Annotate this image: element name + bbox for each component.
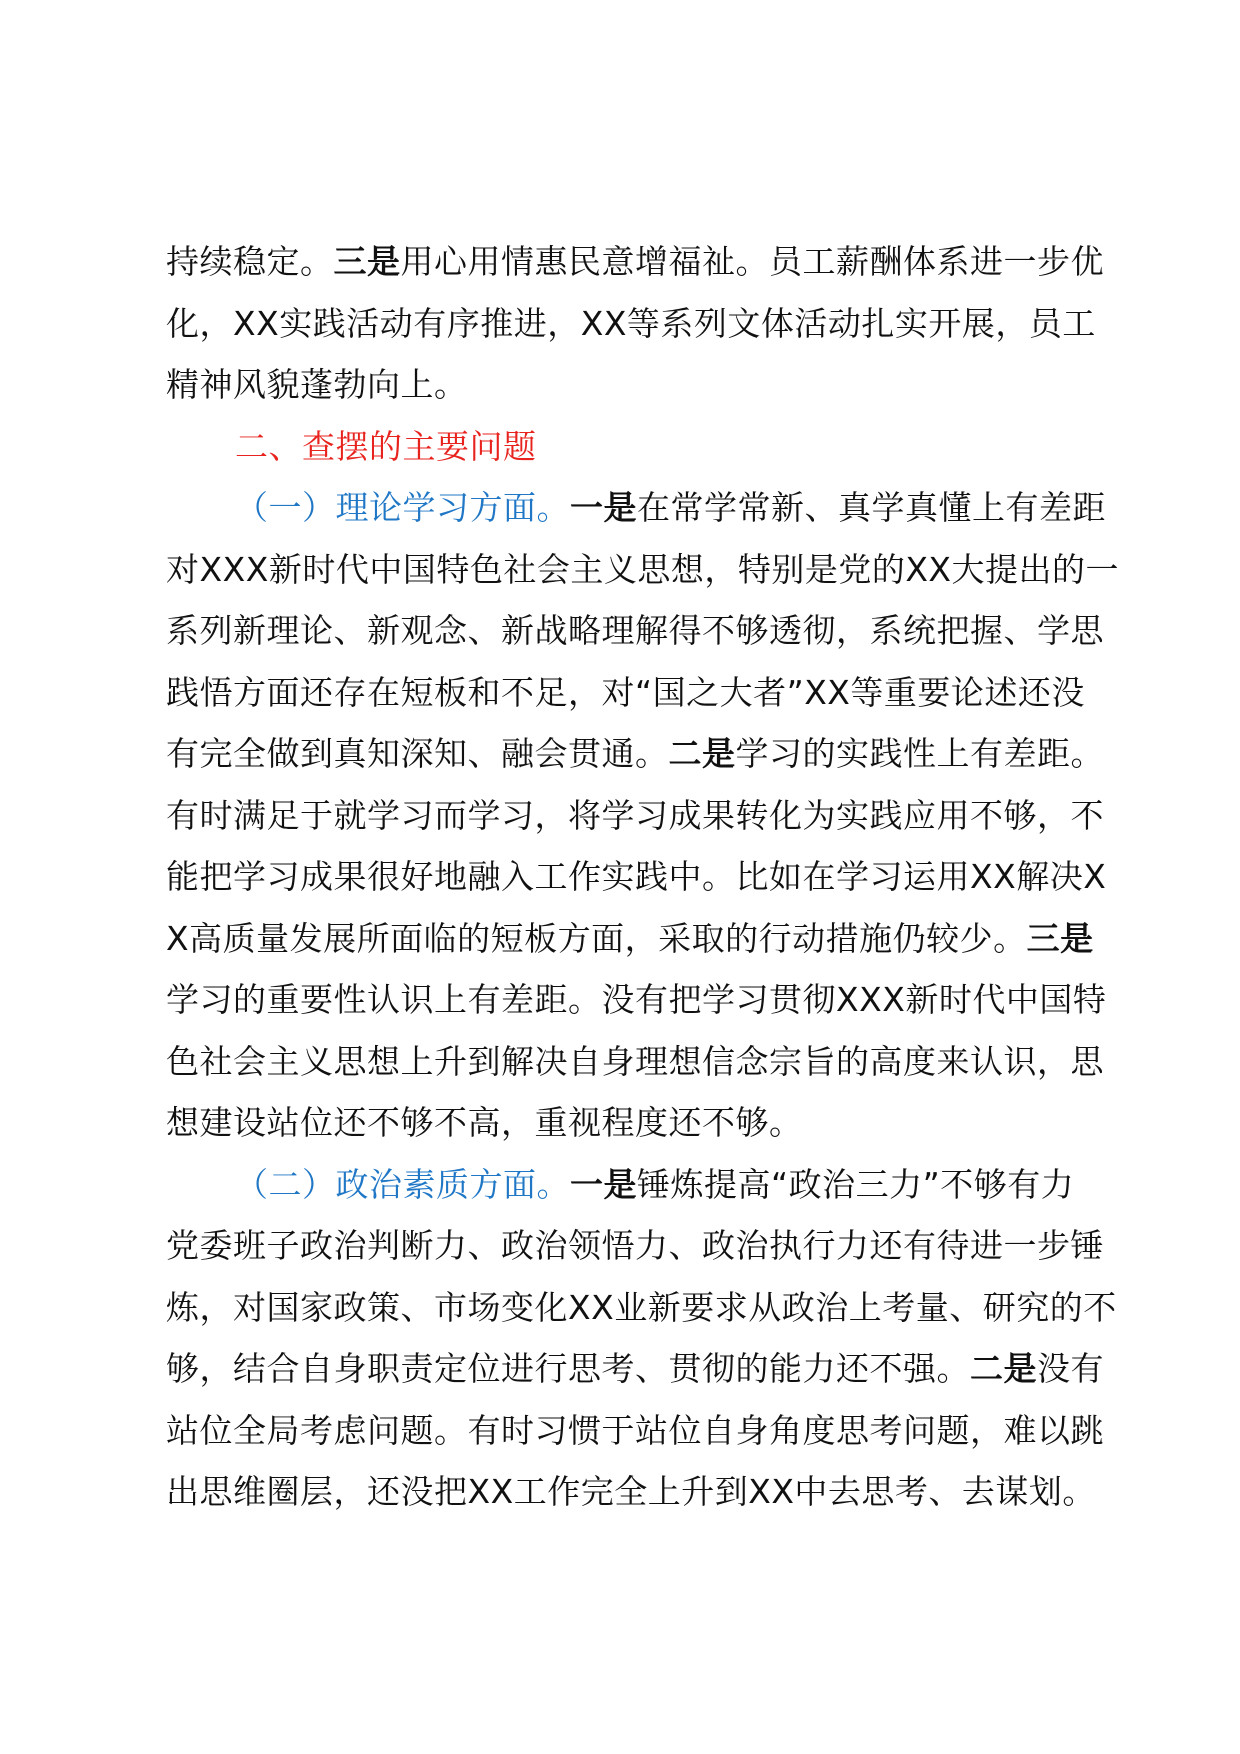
paragraph-line: 学习的重要性认识上有差距。没有把学习贯彻XXX新时代中国特 bbox=[166, 980, 1107, 1019]
bold-marker: 一是 bbox=[570, 1164, 637, 1204]
text-run: 没有 bbox=[1037, 1349, 1104, 1388]
text-run: X高质量发展所面临的短板方面，采取的行动措施仍较少。 bbox=[166, 918, 1027, 958]
bold-marker: 二是 bbox=[970, 1349, 1037, 1388]
paragraph-line: 化，XX实践活动有序推进，XX等系列文体活动扎实开展，员工 bbox=[166, 303, 1096, 343]
paragraph-line: 想建设站位还不够不高，重视程度还不够。 bbox=[166, 1103, 803, 1142]
paragraph-line bbox=[166, 723, 1106, 785]
text-run: 有完全做到真知深知、融会贯通。 bbox=[166, 734, 669, 773]
subsection-title: （一）理论学习方面。 bbox=[235, 488, 570, 527]
paragraph-line: 有时满足于就学习而学习，将学习成果转化为实践应用不够，不 bbox=[166, 795, 1104, 835]
paragraph-line: 色社会主义思想上升到解决自身理想信念宗旨的高度来认识，思 bbox=[166, 1041, 1104, 1081]
subsection-first-line bbox=[166, 1154, 1106, 1216]
paragraph-line: 炼，对国家政策、市场变化XX业新要求从政治上考量、研究的不 bbox=[166, 1287, 1117, 1327]
text-run: 持续稳定。 bbox=[166, 242, 334, 281]
subsection-first-line bbox=[166, 477, 1106, 539]
document-body bbox=[166, 231, 1120, 1523]
text-run: 够，结合自身职责定位进行思考、贯彻的能力还不强。 bbox=[166, 1349, 970, 1388]
paragraph-line: 能把学习成果很好地融入工作实践中。比如在学习运用XX解决X bbox=[166, 857, 1107, 896]
paragraph-line bbox=[166, 231, 1106, 293]
bold-marker: 三是 bbox=[1026, 918, 1094, 958]
paragraph-line: 精神风貌蓬勃向上。 bbox=[166, 365, 468, 404]
section-heading: 二、查摆的主要问题 bbox=[235, 426, 537, 466]
bold-marker: 一是 bbox=[570, 488, 637, 527]
paragraph-line: 践悟方面还存在短板和不足，对“国之大者”XX等重要论述还没 bbox=[166, 672, 1085, 712]
text-run: 学习的实践性上有差距。 bbox=[735, 734, 1104, 773]
paragraph-line: 系列新理论、新观念、新战略理解得不够透彻，系统把握、学思 bbox=[166, 611, 1104, 650]
paragraph-line bbox=[166, 1338, 1106, 1400]
paragraph-line bbox=[166, 908, 1106, 970]
subsection-title: （二）政治素质方面。 bbox=[235, 1164, 570, 1204]
bold-marker: 三是 bbox=[333, 242, 401, 281]
text-run: 在常学常新、真学真懂上有差距 bbox=[637, 488, 1106, 527]
bold-marker: 二是 bbox=[668, 734, 736, 773]
paragraph-line: 出思维圈层，还没把XX工作完全上升到XX中去思考、去谋划。 bbox=[166, 1472, 1096, 1511]
text-run: 锤炼提高“政治三力”不够有力 bbox=[637, 1164, 1075, 1204]
paragraph-line: 党委班子政治判断力、政治领悟力、政治执行力还有待进一步锤 bbox=[166, 1226, 1104, 1265]
paragraph-line: 站位全局考虑问题。有时习惯于站位自身角度思考问题，难以跳 bbox=[166, 1410, 1104, 1450]
text-run: 用心用情惠民意增福祉。员工薪酬体系进一步优 bbox=[400, 242, 1104, 281]
paragraph-line: 对XXX新时代中国特色社会主义思想，特别是党的XX大提出的一 bbox=[166, 549, 1120, 589]
